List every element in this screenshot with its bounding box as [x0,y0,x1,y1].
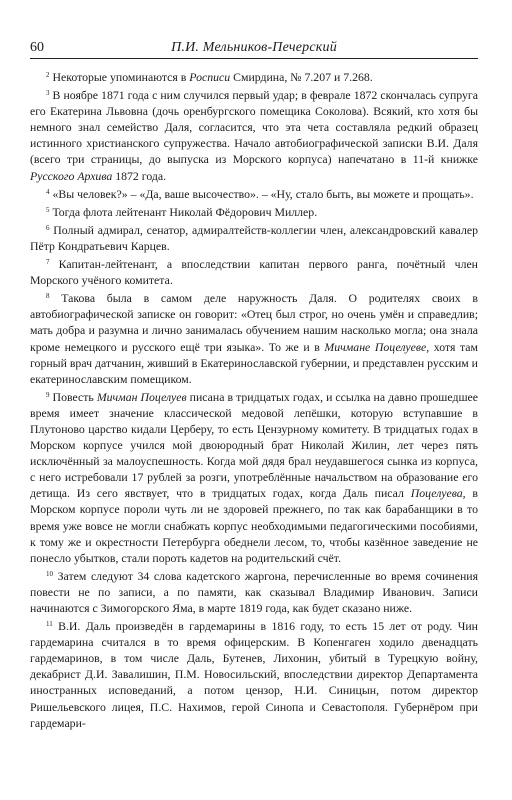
footnote-title-text: Поцелуева, [410,486,466,501]
footnote-text: писана в тридцатых годах, и ссылка на давно прошедшее время имеет значение классической медовой лепёшки, которую вступавшие в Плутоново царство кидали Церберу, то есть Цензурному комитету. В тридцатых годах в Морском корпусе учился мой двоюродный брат Николай Жилин, лет через пять исключённый за малоуспешность. Когда мой дядя брал неудавшегося сынка из корпуса, с него истребовали 17 рублей за розги, употреблённые начальством на образование его детища. Из сего явствует, что в тридцатых годах, когда Даль писал [30,389,479,501]
footnote-text: Некоторые упоминаются в [52,70,190,84]
footnote [30,389,478,566]
footnote [30,204,478,220]
footnote-number: 8 [46,292,50,301]
footnote-text: Капитан-лейтенант, а впоследствии капитан первого ранга, почётный член Морского учёного комитета. [30,257,478,288]
footnote [30,568,478,616]
footnote-number: 10 [46,569,53,578]
page-number: 60 [30,40,44,55]
footnote-title-text: Мичмане Поцелуеве, [324,339,430,354]
footnote-text: в Морском корпусе пороли чуть ли не здоровей прежнего, по так как барабанщики в то время уже вовсе не могли снабжать корпус необходимыми педагогическими пособиями, к тому же и окрестности Петербурга обеднели лесом, то, чтобы казённое заведение не понесло убытков, стали пороть кадетов на родительский счёт. [30,486,478,565]
footnote-number: 5 [46,205,50,214]
footnotes-list [30,69,478,731]
book-page [30,38,478,733]
footnote-number: 11 [46,620,53,629]
footnote-text: В.И. Даль произведён в гардемарины в 1816 году, то есть 15 лет от роду. Чин гардемарина считался в то время офицерским. В Копенгаген ходило двенадцать гардемаринов, в том числе Даль, Бутенев, Лихонин, убитый в Турецкую войну, декабрист Д.И. Завалишин, П.М. Новосильский, впоследствии директор Департамента иностранных исповеданий, а потом цензор, Н.И. Синицын, потом директор Ришельевского лицея, П.С. Нахимов, герой Синопа и Севастополя. Губернёром при гардемари- [30,619,478,730]
footnote-text: В ноябре 1871 года с ним случился первый удар; в феврале 1872 скончалась супруга его Екатерина Львовна (дочь оренбургского помещика Соколова). Всякий, кто хотя бы немного знал семейство Даля, согласится, что эта чета составляла редкий образец истинного христианского супружества. Начало автобиографической записки В.И. Даля (всего три страницы, до выпуска из Морского корпуса) напечатано в 11-й книжке [30,88,478,167]
footnote [30,69,478,85]
footnote-number: 7 [46,258,50,267]
footnote-text: Повесть [52,389,97,404]
footnote-title-text: Русского Архива [30,168,113,183]
footnote-text: хотя там горный врач датчанин, живший в Екатеринославской губернии, и представлен русским и екатеринославским помещиком. [30,339,478,386]
footnote [30,290,478,387]
footnote-text: 1872 года. [112,168,167,183]
footnote-number: 3 [46,89,50,98]
footnote-number: 6 [46,223,50,232]
footnote [30,222,478,254]
page-header [30,38,478,59]
footnote-text: Полный адмирал, сенатор, адмиралтейств-коллегии член, александровский кавалер Пётр Кондратьевич Карцев. [30,222,478,253]
footnote-number: 4 [46,187,50,196]
footnote-number: 2 [46,71,50,79]
footnote [30,87,478,184]
footnote-title-text: Мичман Поцелуев [96,389,187,404]
footnote-text: Смирдина, № 7.207 и 7.268. [230,70,373,84]
footnote [30,256,478,288]
footnote-text: Такова была в самом деле наружность Даля. О родителях своих в автобиографической записке он говорит: «Отец был строг, но очень умён и справедлив; мать добра и разумна и лично занималась обучением нашим насколько могла; она знала кроме немецкого и русского ещё три языка». То же и в [30,291,478,354]
running-title: П.И. Мельников-Печерский [171,40,337,55]
footnote [30,186,478,202]
footnote-text: «Вы человек?» – «Да, ваше высочество». – «Ну, стало быть, вы можете и прощать». [52,186,474,201]
footnote [30,618,478,731]
footnote-number: 9 [46,390,50,399]
footnote-title-text: Росписи [189,70,231,84]
footnote-text: Затем следуют 34 слова кадетского жаргона, перечисленные во время сочинения повести не по записи, а по памяти, как сказывал Владимир Иванович. Записи начинаются с Зимогорского Яма, в марте 1819 года, как будет сказано ниже. [30,568,478,615]
footnote-text: Тогда флота лейтенант Николай Фёдорович Миллер. [52,204,318,219]
